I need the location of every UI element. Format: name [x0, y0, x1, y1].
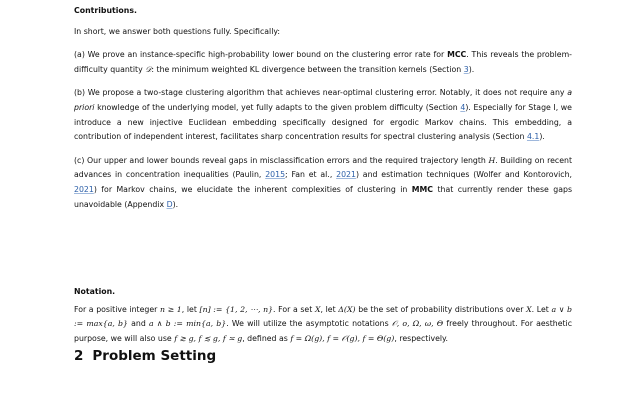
notation-paragraph [74, 303, 572, 347]
notation-text-1: For a positive integer [74, 304, 158, 314]
item-c-text-1: (c) Our upper and lower bounds reveal gaps in misclassification errors and the required trajectory length [74, 155, 486, 165]
wolfer-2021-link[interactable]: 2021 [74, 184, 94, 194]
section-4-link[interactable]: 4 [460, 102, 466, 112]
item-c-text-3: ; Fan et al., [285, 170, 333, 180]
contribution-item-a [74, 48, 572, 77]
item-c-text-7: ). [172, 199, 179, 209]
item-c-text-4: ) and estimation techniques (Wolfer and Kontorovich, [355, 170, 573, 180]
notation-math-7: a ∧ b := min{a, b} [148, 319, 227, 329]
item-a-text-3: : the minimum weighted KL divergence between the transition kernels (Section [151, 64, 462, 74]
item-b-text-2: knowledge of the underlying model, yet fully adapts to the given problem difficulty (Section [97, 102, 458, 112]
notation-text-4: , let [320, 304, 336, 314]
trajectory-length-symbol: H [488, 155, 496, 165]
item-b-text-4: ). [539, 132, 545, 142]
notation-text-3: . For a set [273, 304, 313, 314]
notation-text-2: , let [181, 304, 197, 314]
section-heading [74, 347, 572, 365]
mmc-term: MMC [411, 184, 434, 194]
notation-math-10: f = Ω(g), f = 𝒪(g), f = Θ(g) [290, 333, 395, 343]
notation-text-11: , respectively. [394, 333, 449, 343]
section-number: 2 [74, 347, 84, 364]
notation-text-7: and [131, 319, 146, 329]
notation-math-3: X [314, 304, 321, 314]
notation-text-5: be the set of probability distributions over [358, 304, 524, 314]
item-b-text-3: ). Especially for Stage I, we introduce a new injective Euclidean embedding specifically designed for ergodic Markov chains. This embedding, a contribution of independent interest, facilitates sharp concentration results for spectral clustering analysis (Section [74, 102, 572, 142]
item-b-text-1: (b) We propose a two-stage clustering algorithm that achieves near-optimal clustering error. Notably, it does not require any [74, 88, 565, 98]
appendix-d-link[interactable]: D [166, 199, 173, 209]
contributions-intro: In short, we answer both questions fully. Specifically: [74, 26, 281, 36]
item-c-text-2: . Building on recent advances in concentration inequalities (Paulin, [74, 155, 573, 180]
section-4-1-link[interactable]: 4.1 [526, 132, 540, 142]
notation-text-6: . Let [531, 304, 549, 314]
contributions-heading: Contributions. [74, 6, 137, 15]
paper-page [74, 4, 572, 365]
a-priori-term: a priori [74, 88, 572, 112]
item-a-text-4: ). [468, 64, 475, 74]
notation-math-8: 𝒪, o, Ω, ω, Θ [391, 319, 444, 329]
section-3-link[interactable]: 3 [463, 64, 469, 74]
notation-text-9: freely throughout. For aesthetic purpose, we will also use [74, 319, 573, 343]
item-c-text-6: that currently render these gaps unavoidable (Appendix [74, 184, 573, 209]
item-a-text-1: (a) We prove an instance-specific high-probability lower bound on the clustering error rate for [74, 50, 445, 60]
item-c-text-5: ) for Markov chains, we elucidate the inherent complexities of clustering in [93, 184, 408, 194]
notation-text-10: , defined as [242, 333, 288, 343]
mcc-term: MCC [447, 50, 467, 60]
item-a-text-2: . This reveals the problem-difficulty quantity [74, 50, 572, 74]
fan-2021-link[interactable]: 2021 [336, 170, 356, 180]
notation-math-6: a ∨ b := max{a, b} [74, 304, 573, 329]
notation-heading: Notation. [74, 287, 116, 297]
difficulty-symbol: 𝒟 [145, 64, 152, 74]
notation-math-2: [n] := {1, 2, ⋯, n} [199, 304, 274, 314]
paulin-2015-link[interactable]: 2015 [265, 170, 286, 180]
notation-math-9: f ≳ g, f ≲ g, f ≍ g [174, 333, 243, 343]
notation-math-5: X [526, 304, 532, 314]
notation-math-1: n ≥ 1 [159, 304, 182, 314]
section-title: Problem Setting [92, 347, 217, 364]
contribution-item-c [74, 154, 572, 212]
contribution-item-b [74, 86, 572, 144]
notation-math-4: Δ(X) [338, 304, 356, 314]
notation-text-8: . We will utilize the asymptotic notations [226, 319, 389, 329]
